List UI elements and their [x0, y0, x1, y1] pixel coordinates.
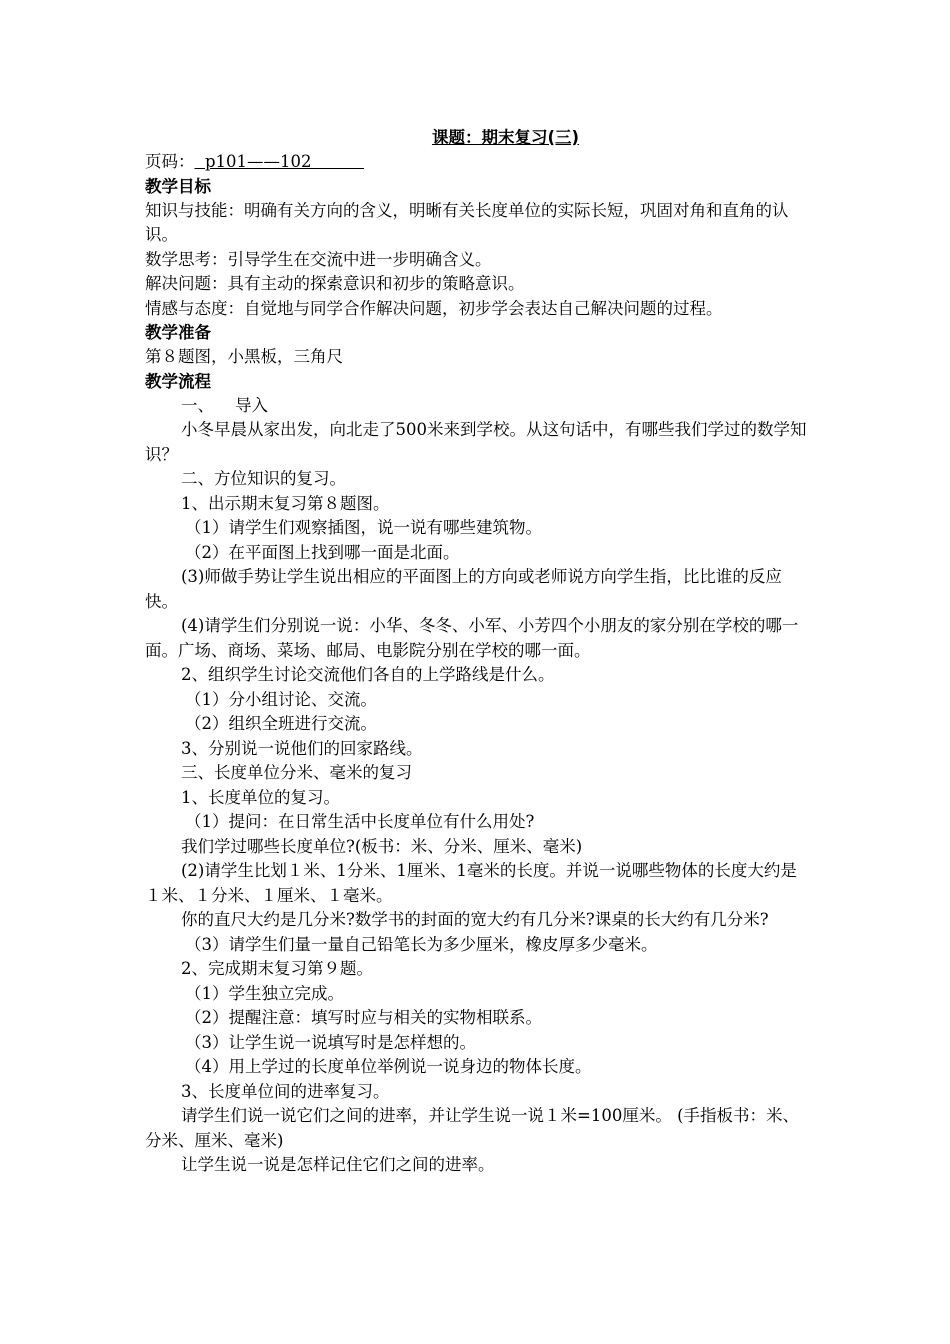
flow-item: (2)请学生比划１米、1分米、1厘米、1毫米的长度。并说一说哪些物体的长度大约是１米、１分米、１厘米、１毫米。: [145, 861, 797, 905]
flow-item: （3）请学生们量一量自己铅笔长为多少厘米，橡皮厚多少毫米。: [185, 934, 658, 954]
goals-heading: 教学目标: [145, 176, 211, 196]
flow-item: 3、分别说一说他们的回家路线。: [181, 738, 423, 758]
document-body: [145, 126, 810, 1178]
page-range: [145, 150, 810, 175]
flow-item: 让学生说一说是怎样记住它们之间的进率。: [181, 1155, 495, 1174]
flow-item: 2、完成期末复习第９题。: [181, 959, 373, 978]
flow-item: 3、长度单位间的进率复习。: [181, 1081, 390, 1101]
flow-item: 1、长度单位的复习。: [181, 787, 340, 807]
flow-item: (4)请学生们分别说一说：小华、冬冬、小军、小芳四个小朋友的家分别在学校的哪一面。广场、商场、菜场、邮局、电影院分别在学校的哪一面。: [145, 616, 799, 660]
flow-item: 1、出示期末复习第８题图。: [181, 493, 390, 513]
lesson-title-text: 课题：期末复习(三): [431, 128, 580, 147]
page-range-value: p101——102: [194, 152, 364, 171]
flow-item: （3）让学生说一说填写时是怎样想的。: [185, 1032, 476, 1052]
flow-item: （1）分小组讨论、交流。: [185, 689, 377, 709]
flow-item: 我们学过哪些长度单位?(板书：米、分米、厘米、毫米): [181, 836, 583, 856]
flow-item: （1）请学生们观察插图，说一说有哪些建筑物。: [185, 518, 542, 537]
prep-text: 第８题图，小黑板，三角尺: [145, 347, 343, 366]
flow-item: 2、组织学生讨论交流他们各自的上学路线是什么。: [181, 665, 555, 684]
flow-item: （2）提醒注意：填写时应与相关的实物相联系。: [185, 1008, 542, 1027]
flow-item: 三、长度单位分米、毫米的复习: [181, 763, 412, 782]
flow-item: (3)师做手势让学生说出相应的平面图上的方向或老师说方向学生指，比比谁的反应快。: [145, 567, 782, 611]
prep-heading: 教学准备: [145, 323, 211, 342]
goal-thinking: 数学思考：引导学生在交流中进一步明确含义。: [145, 249, 492, 269]
flow-item: （2）组织全班进行交流。: [185, 714, 377, 733]
goal-knowledge: 知识与技能：明确有关方向的含义，明晰有关长度单位的实际长短，巩固对角和直角的认识。: [145, 200, 789, 244]
lesson-title: [145, 126, 810, 150]
flow-item: （2）在平面图上找到哪一面是北面。: [185, 542, 460, 562]
flow-item: （4）用上学过的长度单位举例说一说身边的物体长度。: [185, 1057, 592, 1076]
goal-attitude: 情感与态度：自觉地与同学合作解决问题，初步学会表达自己解决问题的过程。: [145, 298, 723, 318]
flow-item: 请学生们说一说它们之间的进率，并让学生说一说１米=100厘米。 (手指板书：米、分米、厘米、毫米): [145, 1106, 800, 1150]
flow-item: 小冬早晨从家出发，向北走了500米来到学校。从这句话中，有哪些我们学过的数学知识？: [145, 420, 807, 464]
flow-heading: 教学流程: [145, 371, 211, 391]
flow-item: 一、 导入: [181, 395, 268, 415]
flow-item: （1）提问：在日常生活中长度单位有什么用处?: [185, 812, 535, 831]
flow-item: 你的直尺大约是几分米?数学书的封面的宽大约有几分米?课桌的长大约有几分米?: [181, 910, 769, 929]
flow-item: （1）学生独立完成。: [185, 983, 344, 1003]
page-range-label: 页码：: [145, 152, 195, 171]
flow-item: 二、方位知识的复习。: [181, 469, 346, 488]
goal-problem-solving: 解决问题：具有主动的探索意识和初步的策略意识。: [145, 274, 525, 293]
